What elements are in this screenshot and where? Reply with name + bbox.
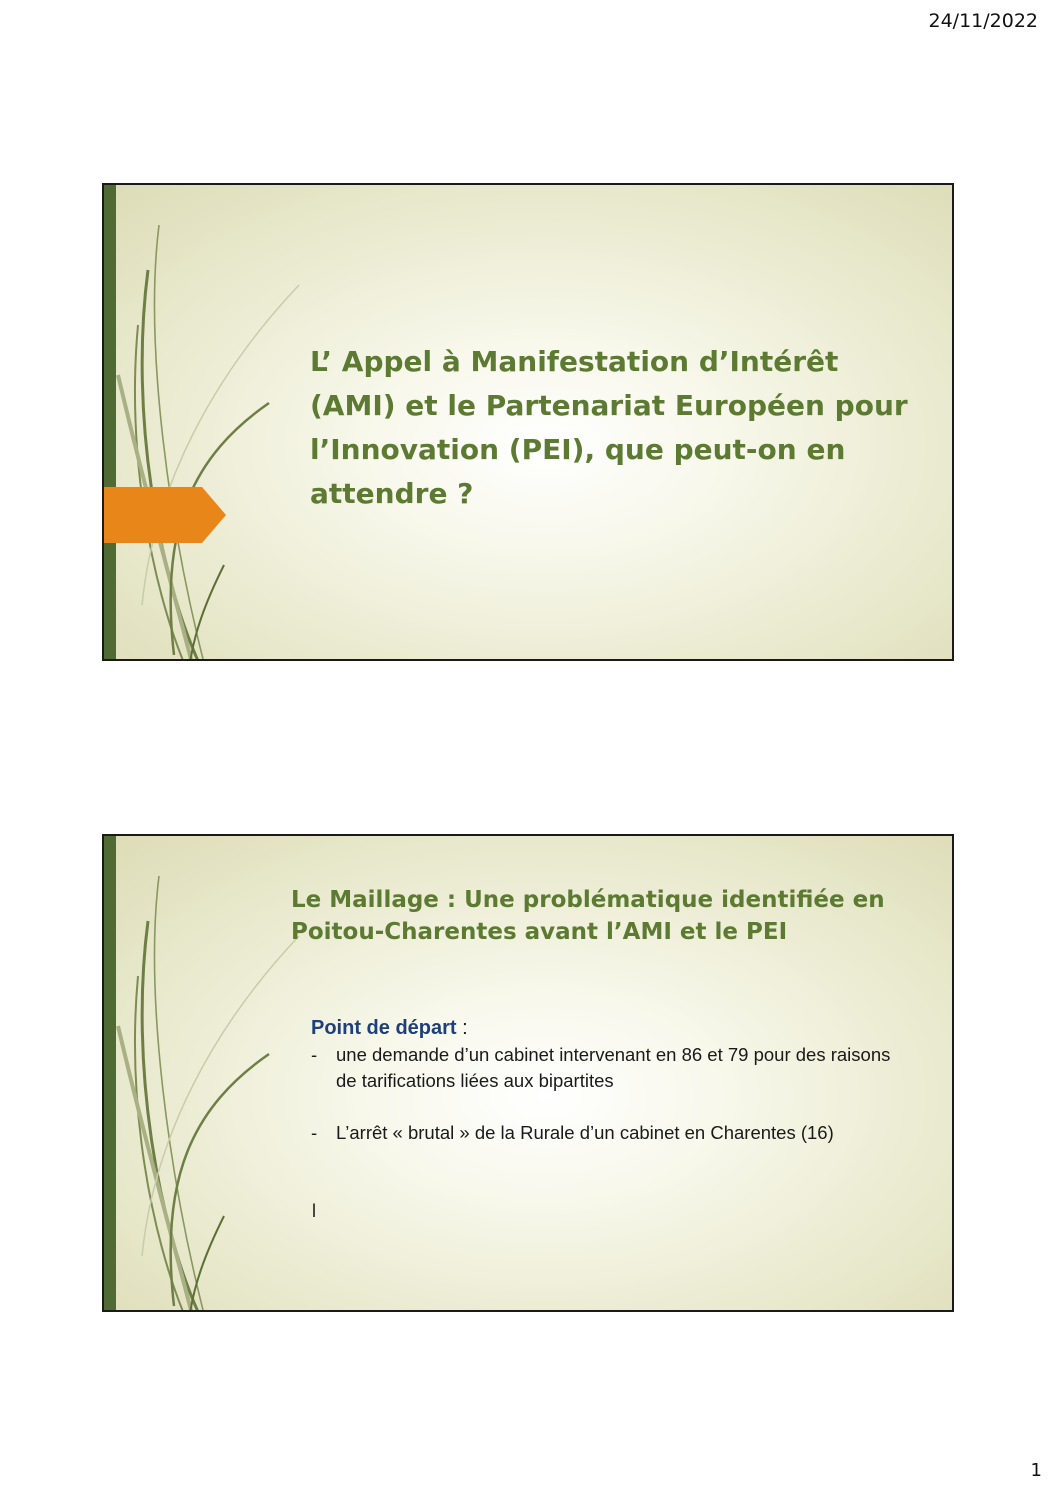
orange-arrow-tab bbox=[104, 487, 228, 543]
subheading-strong: Point de départ bbox=[311, 1017, 457, 1039]
page-date: 24/11/2022 bbox=[928, 10, 1038, 32]
slide-2 bbox=[102, 834, 954, 1312]
slide-2-body bbox=[311, 1014, 911, 1221]
bullet-marker: - bbox=[311, 1122, 318, 1143]
subheading bbox=[311, 1014, 911, 1042]
trailing-mark: l bbox=[312, 1201, 316, 1221]
bullet-text: L’arrêt « brutal » de la Rurale d’un cabinet en Charentes (16) bbox=[336, 1122, 834, 1143]
slide-2-title: Le Maillage : Une problématique identifiée en Poitou-Charentes avant l’AMI et le PEI bbox=[291, 887, 885, 945]
bullet-text: une demande d’un cabinet intervenant en 86 et 79 pour des raisons de tarifications liées aux bipartites bbox=[336, 1044, 891, 1091]
bullet-item bbox=[311, 1120, 911, 1146]
bullet-marker: - bbox=[311, 1044, 318, 1065]
slide-1-title: L’ Appel à Manifestation d’Intérêt (AMI) et le Partenariat Européen pour l’Innovation (PEI), que peut-on en attendre ? bbox=[310, 345, 908, 510]
bullet-list bbox=[311, 1042, 911, 1146]
subheading-colon: : bbox=[456, 1017, 468, 1039]
bullet-item bbox=[311, 1042, 911, 1094]
page-number: 1 bbox=[1030, 1460, 1042, 1481]
slide-1 bbox=[102, 183, 954, 661]
